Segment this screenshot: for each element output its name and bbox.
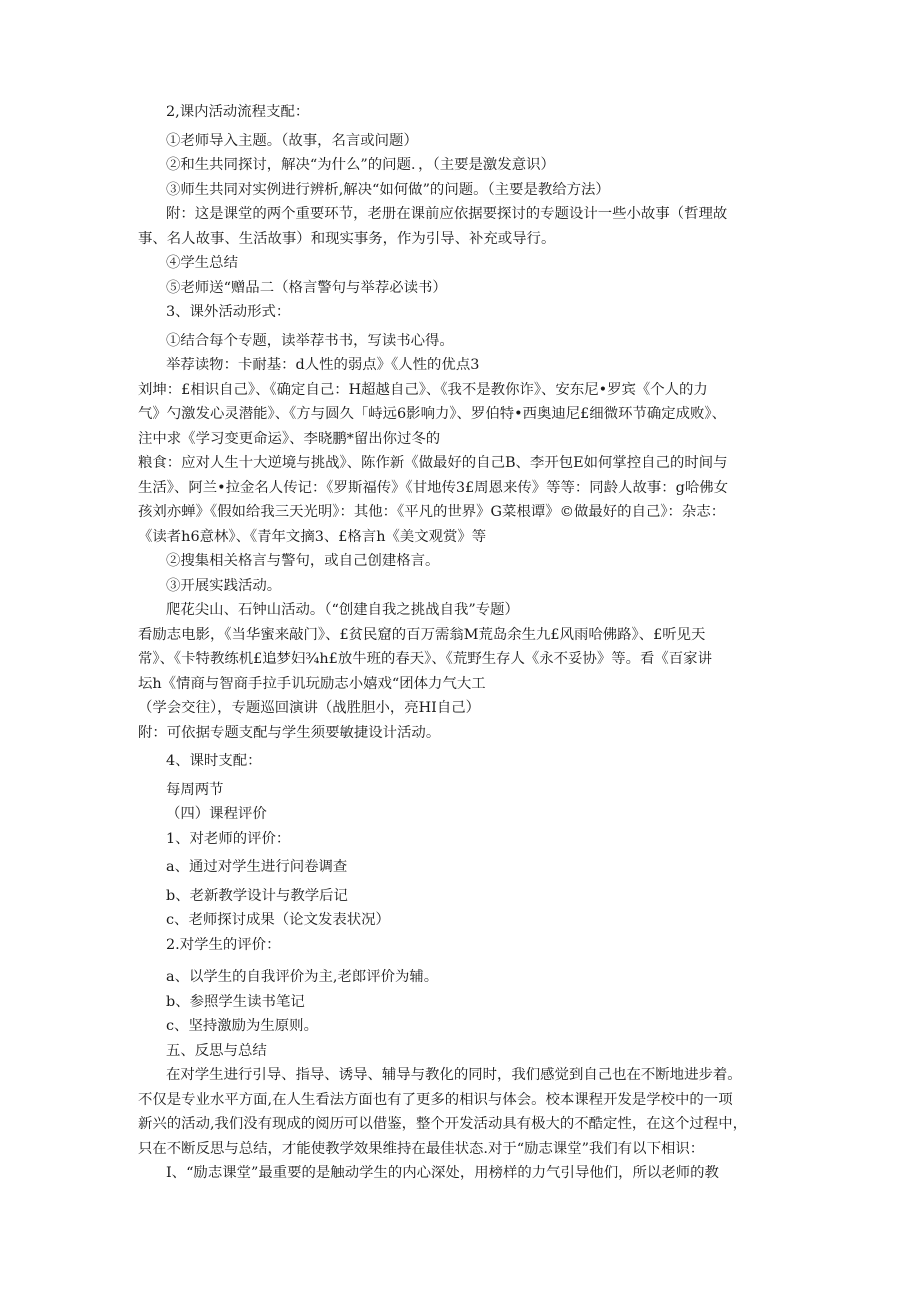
section-heading-activity-flow: 2,课内活动流程支配： (166, 104, 310, 120)
text-line: 《读者h6意林》、《青年文摘3、£格言h《美文观赏》等 (138, 528, 487, 545)
section-heading-course-evaluation: （四）课程评价 (166, 806, 267, 822)
text-line: 坛h《情商与智商手拉手讥玩励志小嬉戏“团体力气大工 (138, 675, 486, 692)
text-line: a、通过对学生进行问卷调查 (166, 859, 348, 875)
section-heading-outdoor-activities: 3、课外活动形式： (166, 304, 291, 320)
text-line: 1、对老师的评价： (166, 830, 291, 847)
text-line: ①结合每个专题，读举荐书书，写读书心得。 (166, 332, 454, 349)
text-line: 粮食：应对人生十大逆境与挑战》、陈作新《做最好的自己B、李开包E如何掌控自己的时间与 (138, 455, 728, 471)
text-line: 看励志电影，《当华蜜来敲门》、£贫民窟的百万需翁M荒岛余生九£风雨哈佛路》、£听见天 (138, 626, 706, 643)
text-line: 在对学生进行引导、指导、诱导、辅导与教化的同时，我们感觉到自己也在不断地进步着。 (166, 1067, 742, 1083)
text-line: c、坚持激励为生原则。 (166, 1018, 318, 1034)
text-line: 不仅是专业水平方面,在人生看法方面也有了更多的相识与体会。校本课程开发是学校中的一项 (138, 1091, 733, 1108)
text-line: 注中求《学习变更命运》、李晓鹏*留出你过冬的 (138, 430, 441, 447)
text-line: 只在不断反思与总结，才能使教学效果维持在最佳状态.对于“励志课堂”我们有以下相识： (138, 1140, 705, 1157)
text-line: a、以学生的自我评价为主,老郎评价为辅。 (166, 969, 439, 985)
text-line: 孩刘亦蝉》《假如给我三天光明》：其他：《平凡的世界》G菜根谭》©做最好的自己》：杂志： (138, 504, 726, 520)
text-line: 举荐读物：卡耐基：d人性的弱点》《人性的优点3 (166, 357, 480, 373)
text-line: 气》勺激发心灵潜能》、《方与圆久「峙远6影响力》、罗伯特•西奥迪尼£细微环节确定成败》、 (138, 406, 727, 422)
text-line: ⑤老师送“赠品二（格言警句与举荐必读书） (166, 279, 447, 296)
text-line: ③开展实践活动。 (166, 577, 282, 594)
text-line: ①老师导入主题。（故事，名言或问题） (166, 132, 418, 149)
document-page (138, 100, 786, 1186)
text-line: 附：这是课堂的两个重要环节，老册在课前应依据要探讨的专题设计一些小故事（哲理故 (166, 206, 728, 222)
text-line: 每周两节 (166, 781, 224, 798)
text-line: 常》、《卡特教练机£追梦妇¾h£放牛班的春天》、《荒野生存人《永不妥协》等。看《百家讲 (138, 651, 712, 667)
text-line: ②和生共同探讨，解决“为什么”的问题．，（主要是激发意识） (166, 157, 555, 173)
text-line: （学会交往），专题巡回演讲（战胜胆小，亮HI自己） (138, 700, 481, 716)
section-heading-class-hours: 4、课时支配： (166, 753, 262, 769)
text-line: 新兴的活动,我们没有现成的阅历可以借鉴，整个开发活动具有极大的不酷定性，在这个过程中， (138, 1116, 747, 1132)
text-line: b、老新教学设计与教学后记 (166, 887, 348, 904)
section-heading-reflection: 五、反思与总结 (166, 1042, 267, 1059)
text-line: ②搜集相关格言与警句，或自己创建格言。 (166, 553, 440, 569)
text-line: b、参照学生读书笔记 (166, 993, 305, 1010)
text-line: 生活》、阿兰•拉金名人传记：《罗斯福传》《甘地传3£周恩来传》等等：同龄人故事：g哈佛女 (138, 479, 729, 496)
text-line: ④学生总结 (166, 255, 238, 271)
text-line: c、老师探讨成果（论文发表状况） (166, 912, 390, 928)
text-line: 附：可依据专题支配与学生须要敏捷设计活动。 (138, 724, 441, 741)
text-line: ③师生共同对实例进行辨析,解决“如何做”的问题。（主要是教给方法） (166, 181, 610, 198)
text-line: 事、名人故事、生活故事）和现实事务，作为引导、补充或导行。 (138, 230, 556, 247)
text-line: 2.对学生的评价： (166, 936, 281, 953)
text-line: I、“励志课堂”最重要的是触动学生的内心深处，用榜样的力气引导他们，所以老师的教 (166, 1165, 719, 1181)
text-line: 爬花尖山、石钟山活动。（“创建自我之挑战自我”专题） (166, 602, 519, 618)
text-line: 刘坤：£相识自己》、《确定自己：H超越自己》、《我不是教你诈》、安东尼•罗宾《个人的力 (138, 381, 708, 398)
